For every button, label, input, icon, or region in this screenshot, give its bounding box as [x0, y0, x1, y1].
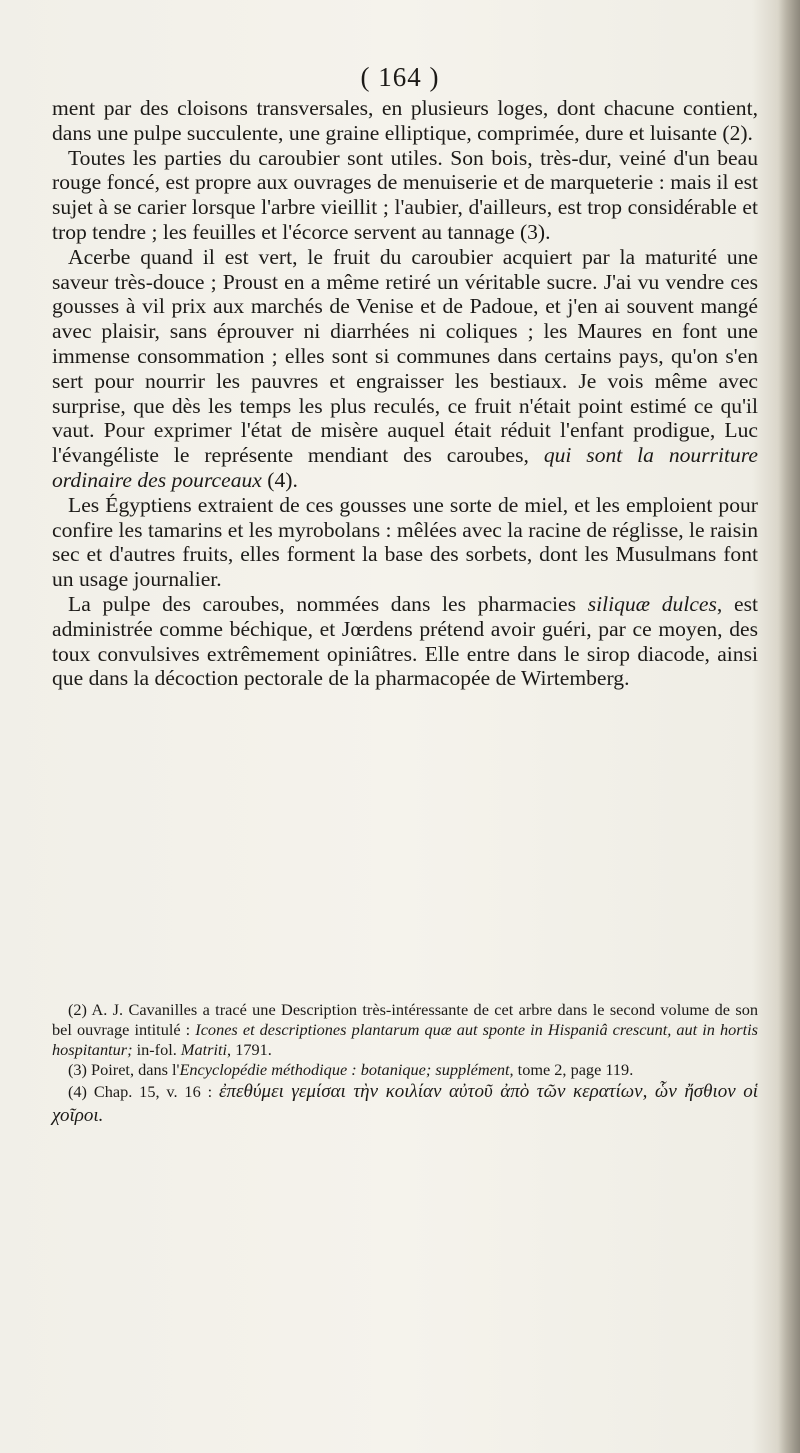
- footnote-2-mid: in-fol.: [132, 1040, 181, 1059]
- paragraph-3-end: (4).: [261, 467, 298, 492]
- paragraph-5: [52, 592, 758, 691]
- paragraph-5-start: La pulpe des caroubes, nommées dans les pharmacies: [68, 591, 588, 616]
- paragraph-1: ment par des cloisons transversales, en plusieurs loges, dont chacune contient, dans une pulpe succulente, une graine elliptique, comprimée, dure et luisante (2).: [52, 96, 758, 145]
- paragraph-5-italic: siliquæ dulces: [587, 591, 717, 616]
- paragraph-4: Les Égyptiens extraient de ces gousses une sorte de miel, et les emploient pour confire les tamarins et les myrobolans : mêlées avec la racine de réglisse, le raisin sec et d'autres fruits, elles forment la base des sorbets, dont les Musulmans font un usage journalier.: [52, 492, 758, 592]
- footnote-2-start: (2) A. J. Cavanilles a tracé une Description très-intéressante de cet arbre dans le second volume de son bel ouvrage intitulé :: [52, 1000, 758, 1039]
- footnote-2: [52, 1000, 758, 1060]
- footnote-2-italic-2: Matriti: [180, 1040, 228, 1059]
- paragraph-3: [52, 245, 758, 493]
- footnotes: [52, 1000, 758, 1128]
- footnote-3-start: (3) Poiret, dans l': [68, 1060, 180, 1079]
- page-edge-shadow: [778, 0, 800, 1453]
- footnote-3-italic: Encyclopédie méthodique : botanique; supplément,: [179, 1060, 514, 1079]
- main-text: [52, 96, 758, 691]
- footnote-2-italic: Icones et descriptiones plantarum quæ aut sponte in Hispaniâ crescunt, aut in hortis hospitantur;: [52, 1020, 758, 1059]
- footnote-2-end: , 1791.: [227, 1040, 272, 1059]
- paragraph-3-italic: qui sont la nourriture ordinaire des pourceaux: [52, 443, 759, 492]
- footnote-4-start: (4) Chap. 15, v. 16 :: [68, 1082, 219, 1101]
- paragraph-5-end: , est administrée comme béchique, et Jœrdens prétend avoir guéri, par ce moyen, des toux convulsives extrêmement opiniâtres. Elle entre dans le sirop diacode, ainsi que dans la décoction pectorale de la pharmacopée de Wirtemberg.: [52, 591, 758, 691]
- footnote-3: [52, 1060, 758, 1080]
- paragraph-3-text: Acerbe quand il est vert, le fruit du caroubier acquiert par la maturité une saveur très-douce ; Proust en a même retiré un véritable sucre. J'ai vu vendre ces gousses à vil prix aux marchés de Venise et de Padoue, et j'en ai souvent mangé avec plaisir, sans éprouver ni diarrhées ni coliques ; les Maures en font une immense consommation ; elles sont si communes dans certains pays, qu'on s'en sert pour nourrir les pauvres et engraisser les bestiaux. Je vois même avec surprise, que dès les temps les plus reculés, ce fruit n'était point estimé ce qu'il vaut. Pour exprimer l'état de misère auquel était réduit l'enfant prodigue, Luc l'évangéliste le représente mendiant des caroubes,: [52, 244, 758, 468]
- paragraph-2: Toutes les parties du caroubier sont utiles. Son bois, très-dur, veiné d'un beau rouge foncé, est propre aux ouvrages de menuiserie et de marqueterie : mais il est sujet à se carier lorsque l'arbre vieillit ; l'aubier, d'ailleurs, est trop considérable et trop tendre ; les feuilles et l'écorce servent au tannage (3).: [52, 145, 758, 244]
- footnote-3-end: tome 2, page 119.: [513, 1060, 634, 1079]
- footnote-4-greek: ἐπεθύμει γεμίσαι τὴν κοιλίαν αὐτοῦ ἀπὸ τῶν κερατίων, ὧν ἤσθιον οἱ χοῖροι.: [52, 1081, 758, 1126]
- page-number: ( 164 ): [360, 62, 440, 92]
- footnote-4: [52, 1080, 758, 1128]
